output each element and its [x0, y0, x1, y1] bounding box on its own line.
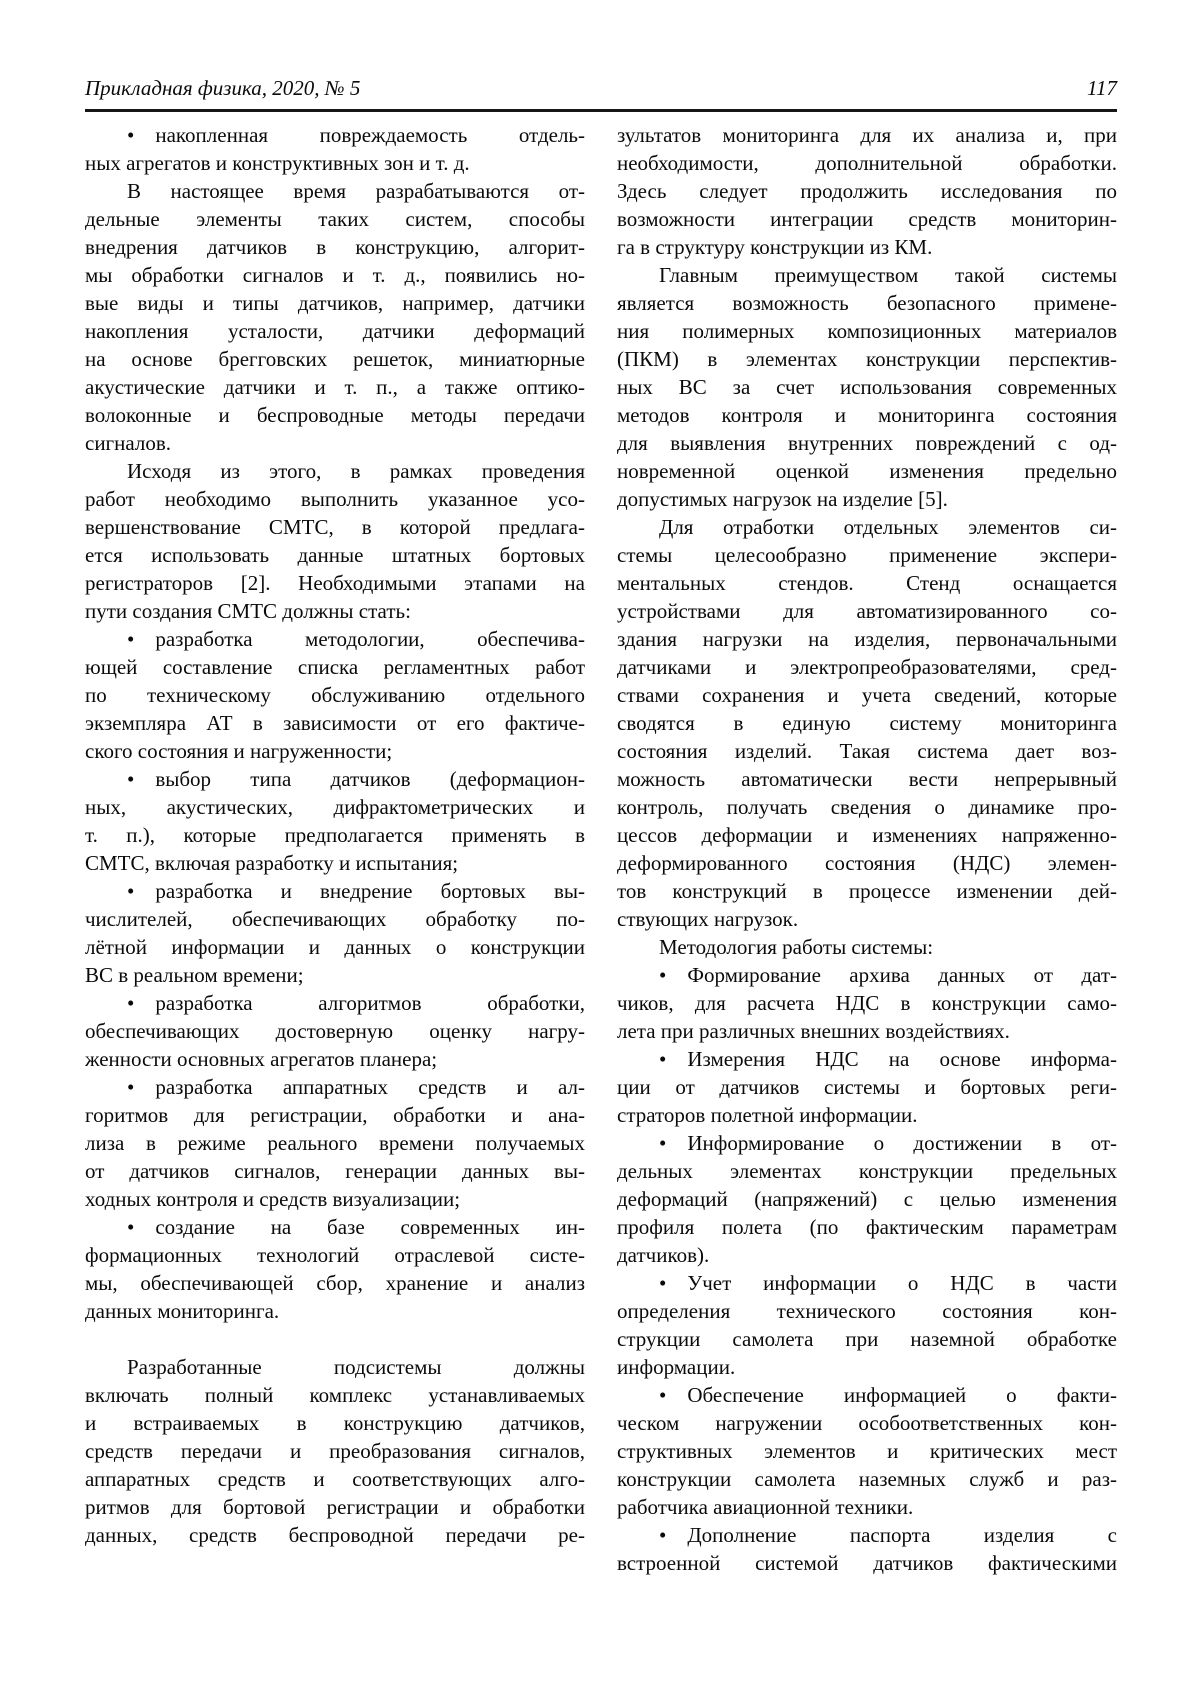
text-line: дельные элементы таких систем, способы	[85, 207, 585, 231]
text-line: новременной оценкой изменения предельно	[617, 459, 1117, 483]
text-line: га в структуру конструкции из КМ.	[617, 235, 933, 259]
text-line: мы, обеспечивающей сбор, хранение и анализ	[85, 1271, 585, 1295]
bullet-item	[617, 1521, 1117, 1577]
text-line: и встраиваемых в конструкцию датчиков,	[85, 1411, 585, 1435]
text-line: данных, средств беспроводной передачи ре-	[85, 1523, 585, 1547]
text-line: обеспечивающих достоверную оценку нагру-	[85, 1019, 585, 1043]
text-line: (ПКМ) в элементах конструкции перспектив-	[617, 347, 1117, 371]
text-line: профиля полета (по фактическим параметрам	[617, 1215, 1117, 1239]
text-line: накопления усталости, датчики деформаций	[85, 319, 585, 343]
text-line: можность автоматически вести непрерывный	[617, 767, 1117, 791]
text-line: Методология работы системы:	[659, 935, 934, 959]
text-line: контроль, получать сведения о динамике про-	[617, 795, 1117, 819]
text-line: волоконные и беспроводные методы передачи	[85, 403, 585, 427]
bullet-item	[617, 1269, 1117, 1381]
text-line: • разработка методологии, обеспечива-	[127, 627, 585, 651]
text-line: горитмов для регистрации, обработки и ана-	[85, 1103, 585, 1127]
text-line: страторов полетной информации.	[617, 1103, 918, 1127]
text-line: • Измерения НДС на основе информа-	[659, 1047, 1117, 1071]
text-line: ходных контроля и средств визуализации;	[85, 1187, 461, 1211]
text-line: сводятся в единую систему мониторинга	[617, 711, 1117, 735]
text-line: ВС в реальном времени;	[85, 963, 304, 987]
text-line: стемы целесообразно применение экспери-	[617, 543, 1117, 567]
text-line: встроенной системой датчиков фактическими	[617, 1551, 1117, 1575]
text-line: женности основных агрегатов планера;	[85, 1047, 438, 1071]
text-line: возможности интеграции средств мониторин-	[617, 207, 1117, 231]
text-line: определения технического состояния кон-	[617, 1299, 1117, 1323]
text-line: аппаратных средств и соответствующих алго-	[85, 1467, 585, 1491]
left-column	[85, 121, 585, 1577]
header-rule	[85, 109, 1117, 112]
bullet-item	[85, 1073, 585, 1213]
text-line: вые виды и типы датчиков, например, датчики	[85, 291, 585, 315]
text-line: • Информирование о достижении в от-	[659, 1131, 1117, 1155]
text-line: ных агрегатов и конструктивных зон и т. д.	[85, 151, 470, 175]
text-line: информации.	[617, 1355, 736, 1379]
right-column	[617, 121, 1117, 1577]
text-line: СМТС, включая разработку и испытания;	[85, 851, 459, 875]
text-line: Здесь следует продолжить исследования по	[617, 179, 1117, 203]
text-line: внедрения датчиков в конструкцию, алгорит-	[85, 235, 585, 259]
text-line: работчика авиационной техники.	[617, 1495, 914, 1519]
text-line: сигналов.	[85, 431, 172, 455]
bullet-item	[617, 1045, 1117, 1129]
journal-reference: Прикладная физика, 2020, № 5	[85, 76, 361, 100]
text-line: • Дополнение паспорта изделия с	[659, 1523, 1117, 1547]
text-line: деформированного состояния (НДС) элемен-	[617, 851, 1117, 875]
text-line: • Формирование архива данных от дат-	[659, 963, 1117, 987]
page-content	[85, 0, 1117, 1577]
text-line: устройствами для автоматизированного со-	[617, 599, 1117, 623]
text-line: • разработка и внедрение бортовых вы-	[127, 879, 585, 903]
text-line: ствами сохранения и учета сведений, которые	[617, 683, 1117, 707]
text-line: ческом нагружении особоответственных кон-	[617, 1411, 1117, 1435]
text-line: здания нагрузки на изделия, первоначальными	[617, 627, 1117, 651]
text-line: ния полимерных композиционных материалов	[617, 319, 1117, 343]
text-line: датчиками и электропреобразователями, сред-	[617, 655, 1117, 679]
text-line: В настоящее время разрабатываются от-	[127, 179, 585, 203]
text-line: чиков, для расчета НДС в конструкции само-	[617, 991, 1117, 1015]
text-line: числителей, обеспечивающих обработку по-	[85, 907, 585, 931]
bullet-item	[85, 625, 585, 765]
text-line: Разработанные подсистемы должны	[127, 1355, 585, 1379]
bullet-item	[617, 1129, 1117, 1269]
text-line: допустимых нагрузок на изделие [5].	[617, 487, 948, 511]
bullet-item	[85, 877, 585, 989]
text-line: вершенствование СМТС, в которой предлага-	[85, 515, 585, 539]
text-line: Исходя из этого, в рамках проведения	[127, 459, 585, 483]
text-columns	[85, 121, 1117, 1577]
text-line: регистраторов [2]. Необходимыми этапами на	[85, 571, 585, 595]
text-line: мы обработки сигналов и т. д., появились но-	[85, 263, 585, 287]
text-line: • разработка алгоритмов обработки,	[127, 991, 585, 1015]
text-line: • создание на базе современных ин-	[127, 1215, 585, 1239]
text-line: ствующих нагрузок.	[617, 907, 799, 931]
text-line: • Учет информации о НДС в части	[659, 1271, 1117, 1295]
text-line: работ необходимо выполнить указанное усо-	[85, 487, 585, 511]
text-line: ции от датчиков системы и бортовых реги-	[617, 1075, 1117, 1099]
text-line: необходимости, дополнительной обработки.	[617, 151, 1117, 175]
paragraph	[85, 177, 585, 457]
text-line: экземпляра АТ в зависимости от его фактиче-	[85, 711, 585, 735]
text-line: ского состояния и нагруженности;	[85, 739, 393, 763]
running-head	[85, 76, 1117, 100]
text-line: включать полный комплекс устанавливаемых	[85, 1383, 585, 1407]
text-line: ных, акустических, дифрактометрических и	[85, 795, 585, 819]
paragraph	[617, 121, 1117, 261]
text-line: конструкции самолета наземных служб и раз-	[617, 1467, 1117, 1491]
text-line: по техническому обслуживанию отдельного	[85, 683, 585, 707]
text-line: тов конструкций в процессе изменении дей-	[617, 879, 1117, 903]
text-line: ритмов для бортовой регистрации и обработки	[85, 1495, 585, 1519]
text-line: данных мониторинга.	[85, 1299, 280, 1323]
text-line: ющей составление списка регламентных работ	[85, 655, 585, 679]
text-line: средств передачи и преобразования сигналов,	[85, 1439, 585, 1463]
bullet-item	[85, 121, 585, 177]
page-number: 117	[1087, 76, 1117, 100]
text-line: • разработка аппаратных средств и ал-	[127, 1075, 585, 1099]
text-line: датчиков).	[617, 1243, 710, 1267]
text-line: является возможность безопасного примене-	[617, 291, 1117, 315]
text-line: методов контроля и мониторинга состояния	[617, 403, 1117, 427]
text-line: лиза в режиме реального времени получаемых	[85, 1131, 585, 1155]
text-line: • накопленная повреждаемость отдель-	[127, 123, 585, 147]
text-line: структивных элементов и критических мест	[617, 1439, 1117, 1463]
text-line: ется использовать данные штатных бортовых	[85, 543, 585, 567]
text-line: ных ВС за счет использования современных	[617, 375, 1117, 399]
text-line: цессов деформации и изменениях напряженно-	[617, 823, 1117, 847]
paragraph	[617, 261, 1117, 513]
text-line: на основе брегговских решеток, миниатюрные	[85, 347, 585, 371]
text-line: т. п.), которые предполагается применять в	[85, 823, 585, 847]
text-line: Главным преимуществом такой системы	[659, 263, 1117, 287]
bullet-item	[617, 961, 1117, 1045]
paragraph	[617, 513, 1117, 933]
text-line: дельных элементах конструкции предельных	[617, 1159, 1117, 1183]
text-line: • выбор типа датчиков (деформацион-	[127, 767, 585, 791]
text-line: состояния изделий. Такая система дает воз-	[617, 739, 1117, 763]
text-line: деформаций (напряжений) с целью изменения	[617, 1187, 1117, 1211]
bullet-item	[85, 765, 585, 877]
text-line: пути создания СМТС должны стать:	[85, 599, 411, 623]
bullet-item	[617, 1381, 1117, 1521]
paragraph	[85, 1353, 585, 1549]
bullet-item	[85, 989, 585, 1073]
text-line: формационных технологий отраслевой систе-	[85, 1243, 585, 1267]
text-line: лётной информации и данных о конструкции	[85, 935, 585, 959]
bullet-item	[85, 1213, 585, 1325]
paragraph	[617, 933, 1117, 961]
text-line: зультатов мониторинга для их анализа и, при	[617, 123, 1117, 147]
text-line: для выявления внутренних повреждений с од-	[617, 431, 1117, 455]
text-line: ментальных стендов. Стенд оснащается	[617, 571, 1117, 595]
text-line: акустические датчики и т. п., а также оптико-	[85, 375, 585, 399]
text-line: Для отработки отдельных элементов си-	[659, 515, 1117, 539]
text-line: • Обеспечение информацией о факти-	[659, 1383, 1117, 1407]
text-line: от датчиков сигналов, генерации данных вы-	[85, 1159, 585, 1183]
paragraph	[85, 457, 585, 625]
text-line: лета при различных внешних воздействиях.	[617, 1019, 1010, 1043]
text-line: струкции самолета при наземной обработке	[617, 1327, 1117, 1351]
